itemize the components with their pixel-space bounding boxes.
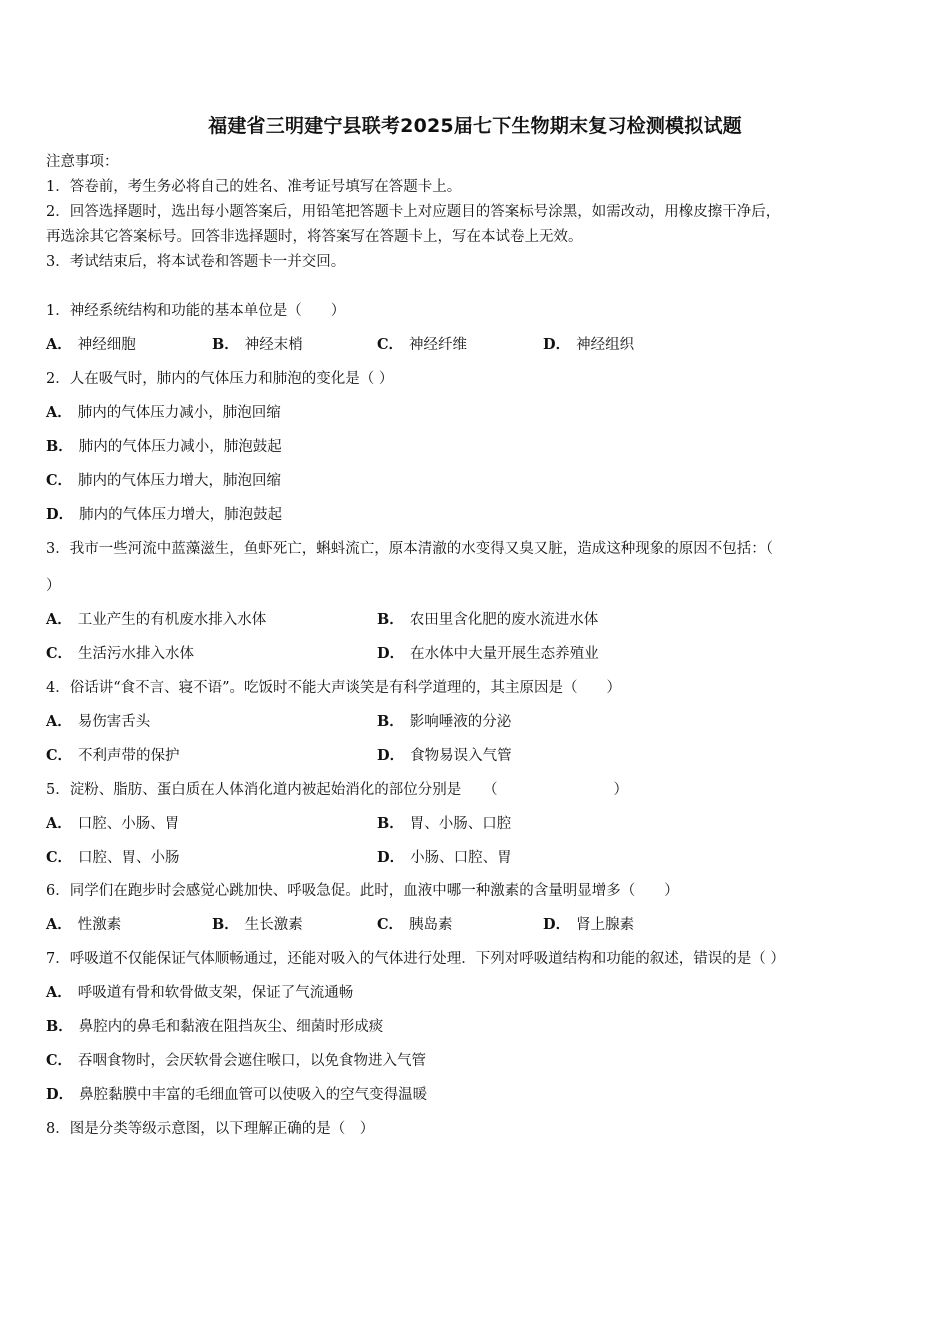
notice-item: 再选涂其它答案标号。回答非选择题时，将答案写在答题卡上，写在本试卷上无效。: [46, 229, 583, 245]
option-a[interactable]: [46, 915, 121, 935]
option-label: A．: [46, 815, 72, 832]
option-label: D．: [543, 336, 571, 353]
notice-item: 3．考试结束后，将本试卷和答题卡一并交回。: [46, 254, 346, 270]
option-text: 易伤害舌头: [77, 714, 151, 730]
question-stem: 3．我市一些河流中蓝藻滋生，鱼虾死亡，蝌蚪流亡，原本清澈的水变得又臭又脏，造成这种现象的原因不包括：（: [46, 541, 773, 557]
question-stem: 6．同学们在跑步时会感觉心跳加快、呼吸急促。此时，血液中哪一种激素的含量明显增多（ ）: [46, 883, 679, 899]
option-d[interactable]: [377, 746, 512, 766]
option-d[interactable]: [543, 335, 634, 355]
option-c[interactable]: [46, 848, 180, 868]
option-text: 肺内的气体压力减小，肺泡鼓起: [78, 439, 282, 455]
option-label: D．: [377, 645, 405, 662]
option-b[interactable]: [377, 712, 511, 732]
option-text: 肺内的气体压力增大，肺泡鼓起: [79, 507, 283, 523]
option-label: D．: [543, 916, 571, 933]
question-stem: 5．淀粉、脂肪、蛋白质在人体消化道内被起始消化的部位分别是 （ ）: [46, 782, 628, 798]
option-b[interactable]: [377, 814, 511, 834]
option-text: 胃、小肠、口腔: [409, 816, 512, 832]
notice-item: 1．答卷前，考生务必将自己的姓名、准考证号填写在答题卡上。: [46, 179, 462, 195]
option-label: C．: [377, 336, 404, 353]
option-a[interactable]: [46, 814, 179, 834]
option-label: A．: [46, 336, 72, 353]
option-label: B．: [46, 438, 73, 455]
option-text: 生长激素: [244, 917, 303, 933]
option-b[interactable]: [212, 335, 303, 355]
option-c[interactable]: [46, 471, 281, 491]
option-d[interactable]: [46, 1085, 427, 1105]
notice-item: 2．回答选择题时，选出每小题答案后，用铅笔把答题卡上对应题目的答案标号涂黑，如需改动，用橡皮擦干净后，: [46, 204, 781, 220]
option-label: A．: [46, 404, 72, 421]
option-d[interactable]: [377, 644, 599, 664]
option-text: 神经细胞: [77, 337, 136, 353]
option-label: B．: [212, 916, 239, 933]
option-label: B．: [377, 815, 404, 832]
option-text: 生活污水排入水体: [78, 646, 195, 662]
option-label: C．: [46, 645, 73, 662]
option-label: D．: [46, 1086, 74, 1103]
question-stem: 1．神经系统结构和功能的基本单位是（ ）: [46, 303, 346, 319]
option-text: 不利声带的保护: [78, 748, 180, 764]
option-label: A．: [46, 611, 72, 628]
option-d[interactable]: [543, 915, 634, 935]
option-text: 肾上腺素: [576, 917, 635, 933]
option-text: 小肠、口腔、胃: [410, 850, 512, 866]
option-label: C．: [46, 747, 73, 764]
question-stem-continued: ）: [46, 578, 61, 594]
option-label: A．: [46, 916, 72, 933]
option-text: 影响唾液的分泌: [409, 714, 512, 730]
option-text: 肺内的气体压力增大，肺泡回缩: [78, 473, 282, 489]
option-label: D．: [46, 506, 74, 523]
option-text: 呼吸道有骨和软骨做支架，保证了气流通畅: [77, 985, 354, 1001]
option-text: 神经组织: [576, 337, 635, 353]
option-b[interactable]: [46, 437, 282, 457]
option-text: 肺内的气体压力减小，肺泡回缩: [77, 405, 281, 421]
option-label: C．: [46, 1052, 73, 1069]
option-text: 农田里含化肥的废水流进水体: [409, 612, 599, 628]
option-c[interactable]: [46, 1051, 426, 1071]
option-c[interactable]: [377, 335, 467, 355]
option-a[interactable]: [46, 335, 136, 355]
question-stem: 8．图是分类等级示意图，以下理解正确的是（ ）: [46, 1121, 375, 1137]
option-text: 鼻腔黏膜中丰富的毛细血管可以使吸入的空气变得温暖: [79, 1087, 428, 1103]
option-label: A．: [46, 713, 72, 730]
option-c[interactable]: [46, 746, 180, 766]
option-text: 食物易误入气管: [410, 748, 512, 764]
option-label: B．: [377, 611, 404, 628]
option-text: 神经末梢: [244, 337, 303, 353]
option-text: 性激素: [77, 917, 122, 933]
option-text: 口腔、小肠、胃: [77, 816, 180, 832]
option-text: 吞咽食物时，会厌软骨会遮住喉口，以免食物进入气管: [78, 1053, 427, 1069]
option-label: D．: [377, 747, 405, 764]
option-text: 胰岛素: [409, 917, 453, 933]
option-text: 口腔、胃、小肠: [78, 850, 180, 866]
option-label: C．: [46, 472, 73, 489]
option-text: 鼻腔内的鼻毛和黏液在阻挡灰尘、细菌时形成痰: [78, 1019, 384, 1035]
page-title: 福建省三明建宁县联考2025届七下生物期末复习检测模拟试题: [208, 115, 742, 137]
option-label: B．: [377, 713, 404, 730]
option-b[interactable]: [377, 610, 598, 630]
option-d[interactable]: [46, 505, 282, 525]
option-c[interactable]: [46, 644, 194, 664]
option-a[interactable]: [46, 610, 266, 630]
question-stem: 2．人在吸气时，肺内的气体压力和肺泡的变化是（ ）: [46, 371, 394, 387]
notice-heading: 注意事项：: [46, 154, 119, 170]
option-label: D．: [377, 849, 405, 866]
option-d[interactable]: [377, 848, 512, 868]
option-a[interactable]: [46, 983, 353, 1003]
question-stem: 4．俗话讲“食不言、寝不语”。吃饭时不能大声谈笑是有科学道理的，其主原因是（ ）: [46, 680, 622, 696]
option-label: C．: [46, 849, 73, 866]
option-b[interactable]: [212, 915, 303, 935]
option-text: 神经纤维: [409, 337, 468, 353]
option-text: 工业产生的有机废水排入水体: [77, 612, 267, 628]
option-a[interactable]: [46, 712, 150, 732]
question-stem: 7．呼吸道不仅能保证气体顺畅通过，还能对吸入的气体进行处理．下列对呼吸道结构和功能的叙述，错误的是（ ）: [46, 951, 785, 967]
option-label: B．: [46, 1018, 73, 1035]
option-label: C．: [377, 916, 404, 933]
option-label: B．: [212, 336, 239, 353]
option-label: A．: [46, 984, 72, 1001]
option-c[interactable]: [377, 915, 453, 935]
option-b[interactable]: [46, 1017, 383, 1037]
option-a[interactable]: [46, 403, 281, 423]
option-text: 在水体中大量开展生态养殖业: [410, 646, 599, 662]
